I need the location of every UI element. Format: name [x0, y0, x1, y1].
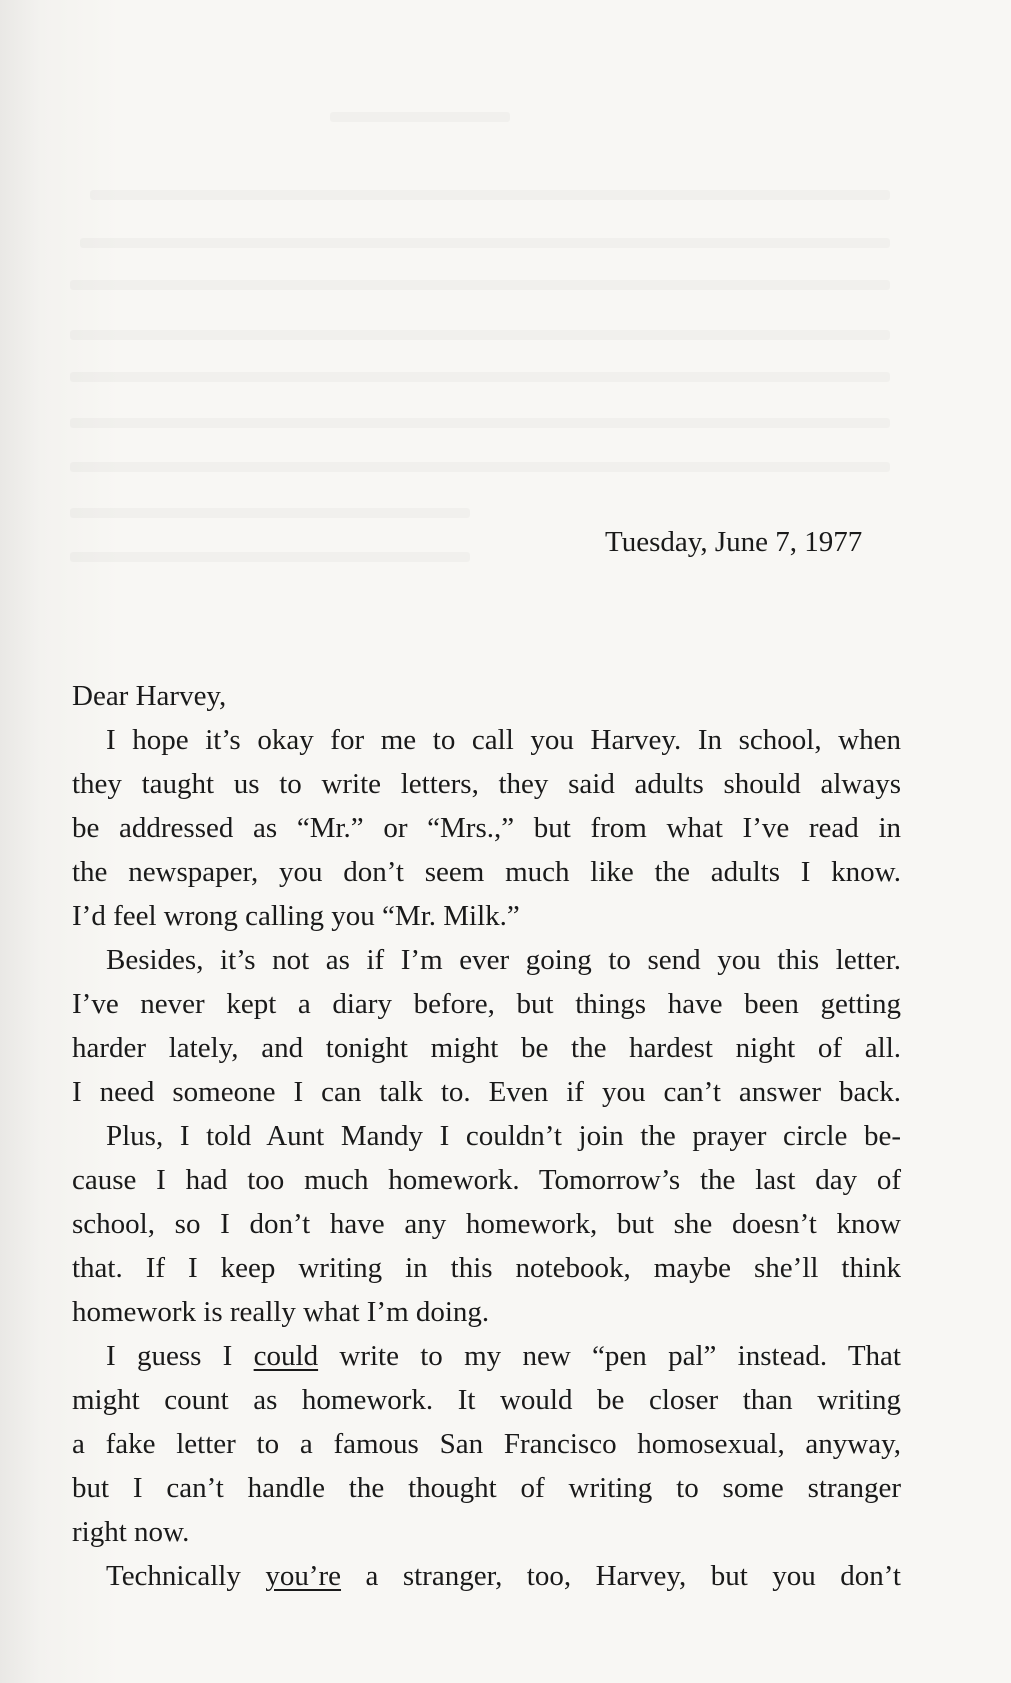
text-line: I’ve never kept a diary before, but things have been getting: [72, 988, 901, 1020]
text-line: right now.: [72, 1516, 190, 1548]
letter-date: Tuesday, June 7, 1977: [605, 526, 863, 558]
text-line: I need someone I can talk to. Even if you can’t answer back.: [72, 1076, 901, 1108]
text-line: I hope it’s okay for me to call you Harvey. In school, when: [106, 724, 901, 756]
letter-body: [72, 674, 901, 1598]
underlined-word: could: [253, 1340, 319, 1372]
text-line: harder lately, and tonight might be the hardest night of all.: [72, 1032, 901, 1064]
text-line: that. If I keep writing in this notebook, maybe she’ll think: [72, 1252, 901, 1284]
text-line: they taught us to write letters, they said adults should always: [72, 768, 901, 800]
text-line: homework is really what I’m doing.: [72, 1296, 490, 1328]
salutation: Dear Harvey,: [72, 680, 227, 712]
text-line: cause I had too much homework. Tomorrow’s the last day of: [72, 1164, 901, 1196]
text-line: but I can’t handle the thought of writing to some stranger: [72, 1472, 901, 1504]
text-line: be addressed as “Mr.” or “Mrs.,” but from what I’ve read in: [72, 812, 901, 844]
underlined-word: you’re: [265, 1560, 342, 1592]
text-line: I’d feel wrong calling you “Mr. Milk.”: [72, 900, 520, 932]
text-line: might count as homework. It would be closer than writing: [72, 1384, 901, 1416]
text-line: Technically you’re a stranger, too, Harvey, but you don’t: [106, 1560, 901, 1592]
text-line: school, so I don’t have any homework, but she doesn’t know: [72, 1208, 901, 1240]
text-line: Besides, it’s not as if I’m ever going to send you this letter.: [106, 944, 901, 976]
text-line: Plus, I told Aunt Mandy I couldn’t join the prayer circle be-: [106, 1120, 901, 1152]
text-line: a fake letter to a famous San Francisco homosexual, anyway,: [72, 1428, 901, 1460]
text-line: I guess I could write to my new “pen pal” instead. That: [106, 1340, 901, 1372]
text-line: the newspaper, you don’t seem much like the adults I know.: [72, 856, 901, 888]
